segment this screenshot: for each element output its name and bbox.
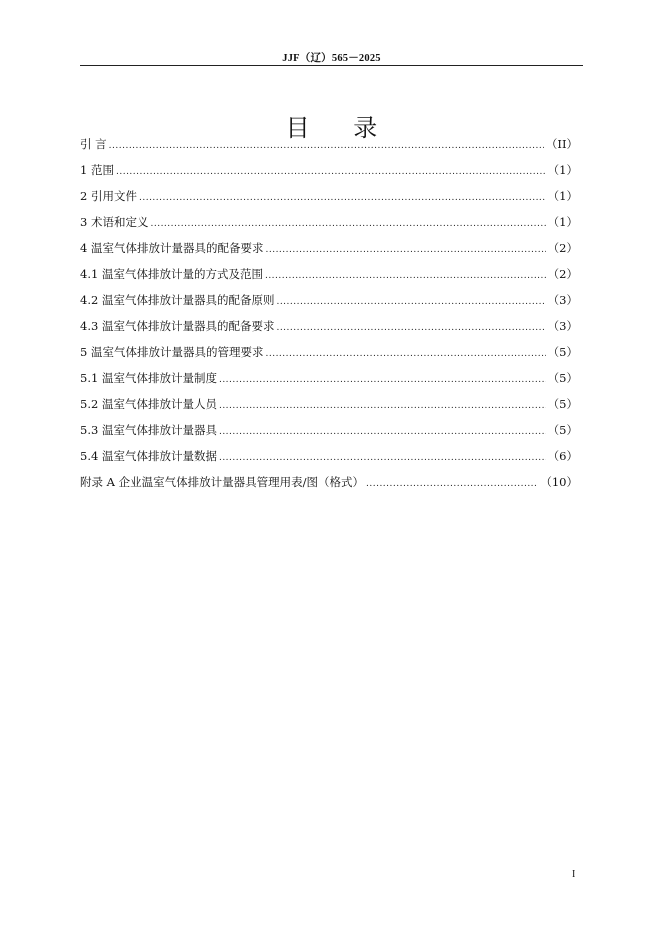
- toc-entry-page: （2）: [547, 267, 578, 281]
- toc-entry[interactable]: [80, 213, 578, 239]
- toc-entry-label: 5.1 温室气体排放计量制度: [80, 371, 217, 385]
- toc-entry-page: （5）: [547, 371, 578, 385]
- toc-entry-page: （1）: [547, 163, 578, 177]
- toc-leader-dots: [265, 241, 545, 259]
- toc-entry-label: 4.3 温室气体排放计量器具的配备要求: [80, 319, 275, 333]
- toc-entry[interactable]: [80, 187, 578, 213]
- toc-entry-page: （6）: [547, 449, 578, 463]
- toc-entry-label: 5 温室气体排放计量器具的管理要求: [80, 345, 264, 359]
- toc-entry-label: 4.2 温室气体排放计量器具的配备原则: [80, 293, 275, 307]
- toc-leader-dots: [139, 189, 546, 207]
- toc-entry-label: 5.2 温室气体排放计量人员: [80, 397, 217, 411]
- toc-leader-dots: [219, 397, 546, 415]
- toc-entry[interactable]: [80, 135, 578, 161]
- toc-leader-dots: [276, 293, 545, 311]
- toc-entry-page: （2）: [547, 241, 578, 255]
- toc-entry[interactable]: [80, 473, 578, 499]
- toc-entry-label: 引 言: [80, 137, 107, 151]
- toc-entry-label: 3 术语和定义: [80, 215, 149, 229]
- toc-entry-page: （1）: [547, 215, 578, 229]
- toc-entry[interactable]: [80, 447, 578, 473]
- toc-leader-dots: [265, 267, 546, 285]
- toc-entry[interactable]: [80, 421, 578, 447]
- toc-entry-label: 5.4 温室气体排放计量数据: [80, 449, 217, 463]
- page-title: 目 录: [285, 114, 396, 143]
- toc-entry[interactable]: [80, 291, 578, 317]
- toc-entry[interactable]: [80, 343, 578, 369]
- toc-entry-label: 5.3 温室气体排放计量器具: [80, 423, 217, 437]
- toc-entry-label: 2 引用文件: [80, 189, 137, 203]
- toc-entry[interactable]: [80, 265, 578, 291]
- toc-leader-dots: [219, 449, 546, 467]
- table-of-contents: [80, 135, 578, 499]
- toc-leader-dots: [116, 163, 546, 181]
- toc-entry-label: 附录 A 企业温室气体排放计量器具管理用表/图（格式）: [80, 475, 364, 489]
- toc-entry-label: 4.1 温室气体排放计量的方式及范围: [80, 267, 263, 281]
- toc-entry-page: （3）: [547, 293, 578, 307]
- toc-leader-dots: [109, 137, 544, 155]
- toc-entry-page: （5）: [547, 423, 578, 437]
- toc-entry-label: 4 温室气体排放计量器具的配备要求: [80, 241, 264, 255]
- page-number: I: [572, 869, 576, 880]
- toc-entry-label: 1 范围: [80, 163, 114, 177]
- toc-leader-dots: [366, 475, 538, 493]
- toc-entry[interactable]: [80, 161, 578, 187]
- toc-leader-dots: [265, 345, 545, 363]
- toc-entry[interactable]: [80, 239, 578, 265]
- toc-leader-dots: [150, 215, 545, 233]
- toc-entry-page: （10）: [540, 475, 578, 489]
- toc-leader-dots: [219, 371, 546, 389]
- toc-entry-page: （II）: [545, 137, 578, 151]
- toc-entry[interactable]: [80, 369, 578, 395]
- document-header-code: JJF（辽）565－2025: [282, 53, 381, 64]
- toc-leader-dots: [219, 423, 546, 441]
- toc-leader-dots: [276, 319, 545, 337]
- toc-entry-page: （5）: [547, 397, 578, 411]
- toc-entry[interactable]: [80, 395, 578, 421]
- toc-entry-page: （3）: [547, 319, 578, 333]
- toc-entry[interactable]: [80, 317, 578, 343]
- toc-entry-page: （5）: [547, 345, 578, 359]
- header-rule: [80, 65, 583, 66]
- toc-entry-page: （1）: [547, 189, 578, 203]
